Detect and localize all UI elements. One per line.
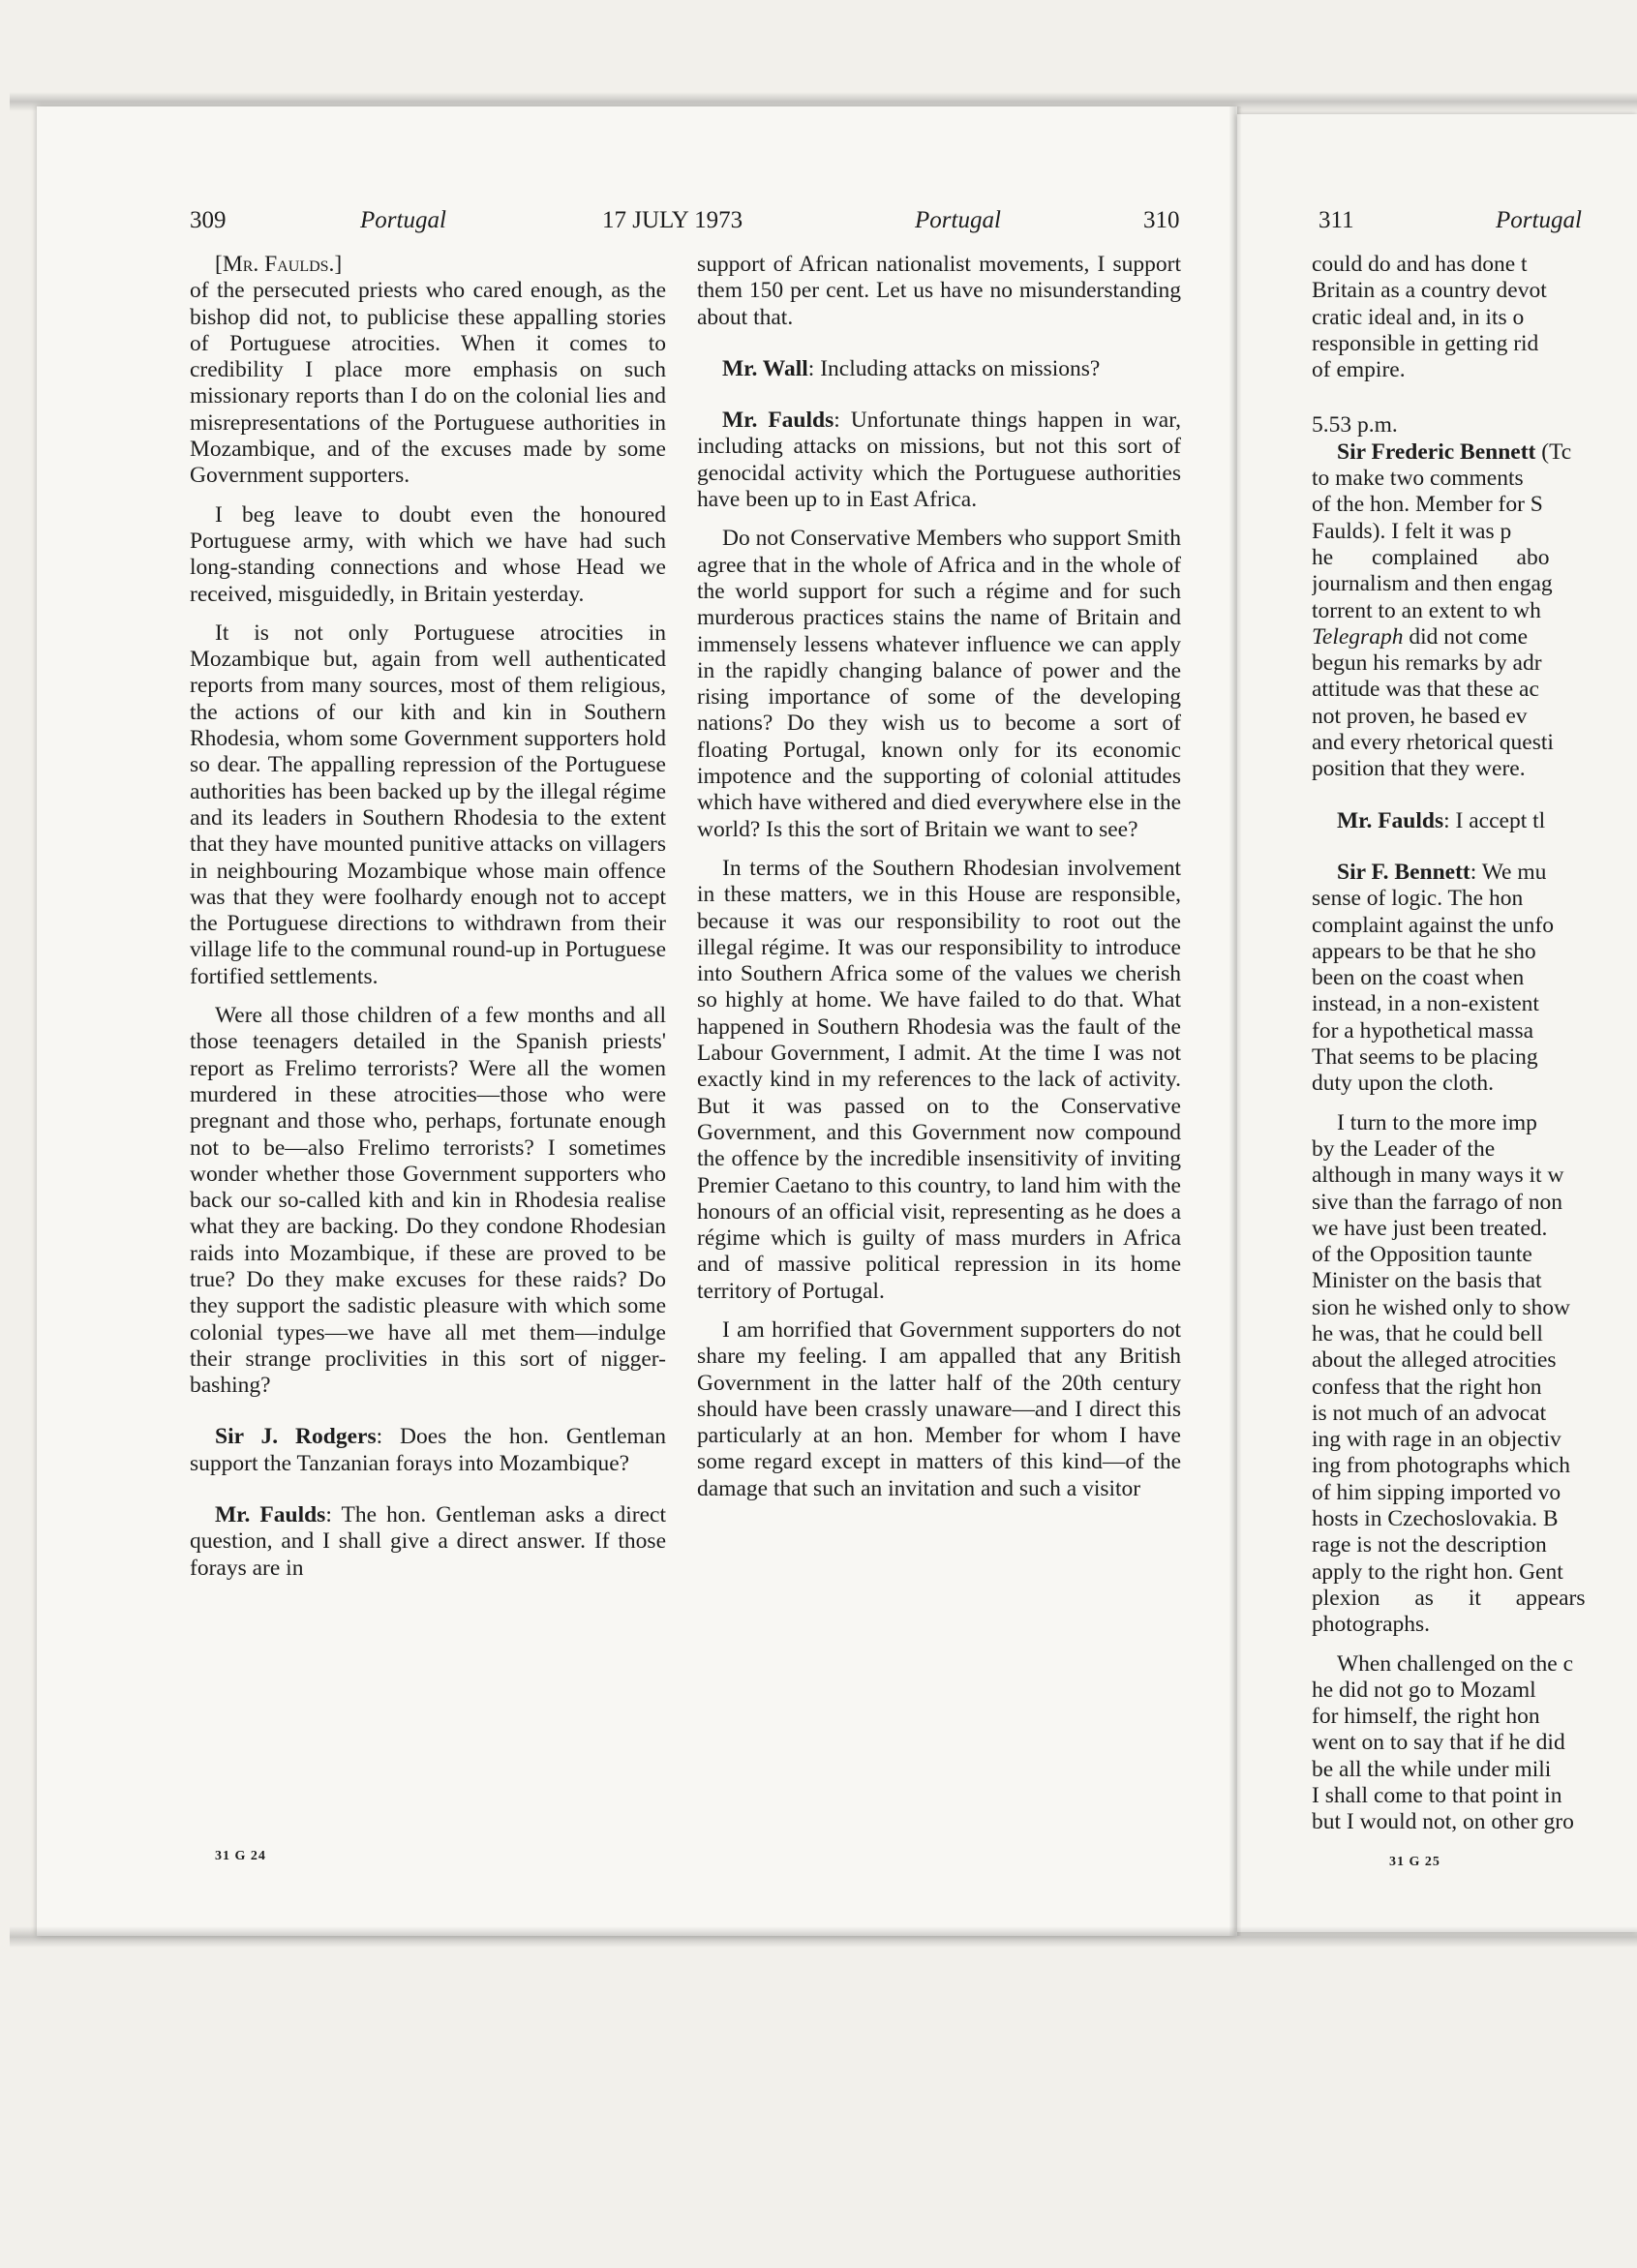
text-line: That seems to be placing: [1312, 1044, 1538, 1071]
text-line: of the Opposition taunte: [1312, 1242, 1532, 1268]
text-line: about the alleged atrocities: [1312, 1347, 1557, 1374]
text-line: I turn to the more imp: [1337, 1109, 1537, 1135]
text-line: position that they were.: [1312, 756, 1526, 782]
text-line: he was, that he could bell: [1312, 1320, 1543, 1346]
speaker-name: Sir F. Bennett: [1337, 859, 1470, 885]
text-line: photographs.: [1312, 1612, 1431, 1638]
text-line: for a hypothetical massa: [1312, 1017, 1534, 1043]
text-line: attitude was that these ac: [1312, 677, 1539, 703]
speech-text: : Unfortunate things happen in war, including attacks on missions, but not this sort of genocidal activity which the Portuguese authorities have been up to in East Africa.: [697, 408, 1181, 513]
text-line: sion he wished only to show: [1312, 1294, 1570, 1320]
column-311: [1312, 252, 1637, 1836]
newspaper-name: Telegraph: [1312, 623, 1404, 650]
text-line: complaint against the unfo: [1312, 912, 1554, 938]
text-line: sive than the farrago of non: [1312, 1189, 1563, 1215]
text-line: responsible in getting rid: [1312, 330, 1539, 356]
text-fragment: : We mu: [1470, 859, 1547, 885]
text-line: instead, in a non-existent: [1312, 991, 1539, 1017]
text-line: he complained abo: [1312, 544, 1550, 570]
speaker-continuation: [Mr. Faulds.]: [215, 252, 343, 277]
text-line: ing with rage in an objectiv: [1312, 1427, 1561, 1453]
text-line: although in many ways it w: [1312, 1163, 1564, 1189]
text-fragment: did not come: [1403, 623, 1529, 650]
text-line: Minister on the basis that: [1312, 1268, 1542, 1294]
text-line: is not much of an advocat: [1312, 1400, 1547, 1426]
page-number-310: 310: [1143, 207, 1180, 233]
speech-bennett: [1312, 860, 1637, 886]
speech-bennett: [1312, 439, 1637, 466]
text-line: confess that the right hon: [1312, 1374, 1542, 1400]
speech-faulds: [1312, 808, 1637, 834]
speech-rodgers: [190, 1424, 666, 1477]
paragraph: It is not only Portuguese atrocities in Mozambique but, again from well authenticated reports from many sources, most of them religious, the actions of our kith and kin in Southern Rhodesia, whom some Government supporters hold so dear. The appalling repression of the Portuguese authorities has been backed up by the illegal régime and its leaders in Southern Rhodesia to the extent that they have mounted punitive attacks on villagers in neighbouring Mozambique whose main offence was that they were foolhardy enough not to accept the Portuguese directions to withdrawn from their village life to the communal round-up in Portuguese fortified settlements.: [190, 620, 666, 989]
page-number-311: 311: [1319, 207, 1354, 233]
section-title-left: Portugal: [360, 207, 446, 233]
text-line: be all the while under mili: [1312, 1756, 1552, 1782]
printer-signature: 31 G 25: [1389, 1855, 1440, 1869]
text-line: but I would not, on other gro: [1312, 1809, 1574, 1835]
text-line: I shall come to that point in: [1312, 1783, 1562, 1809]
text-line: of him sipping imported vo: [1312, 1479, 1561, 1505]
paragraph: Were all those children of a few months and all those teenagers detailed in the Spanish priests' report as Frelimo terrorists? Were all the women murdered in these atrocities—those who were pregnant and those who, perhaps, fortunate enough not to be—also Frelimo terrorists? I sometimes wonder whether those Government supporters who back our so-called kith and kin in Rhodesia realise what they are backing. Do they condone Rhodesian raids into Mozambique, if these are proved to be true? Do they make excuses for these raids? Do they support the sadistic pleasure with which some colonial types—we have all met them—indulge their strange proclivities in this sort of nigger-bashing?: [190, 1003, 666, 1399]
speech-faulds: [190, 1502, 666, 1582]
speaker-name: Sir Frederic Bennett: [1337, 438, 1536, 465]
text-line: torrent to an extent to wh: [1312, 597, 1541, 623]
speaker-name: Mr. Faulds: [215, 1502, 326, 1528]
text-line: been on the coast when: [1312, 965, 1525, 991]
speaker-name: Mr. Faulds: [1337, 807, 1444, 833]
text-line: When challenged on the c: [1337, 1650, 1574, 1677]
text-line: of the hon. Member for S: [1312, 492, 1543, 518]
text-line: for himself, the right hon: [1312, 1704, 1540, 1730]
speech-text: : The hon. Gentleman asks a direct question, and I shall give a direct answer. If those forays are in: [190, 1502, 667, 1581]
column-310: [697, 252, 1181, 1515]
speaker-name: Mr. Faulds: [722, 408, 834, 434]
text-line: Faulds). I felt it was p: [1312, 518, 1512, 544]
text-line: [1312, 624, 1637, 650]
text-line: plexion as it appears: [1312, 1585, 1586, 1611]
page-bottom-edge-shadow: [10, 1926, 1637, 1948]
text-line: he did not go to Mozaml: [1312, 1677, 1536, 1703]
text-line: begun his remarks by adr: [1312, 650, 1542, 677]
paragraph: I am horrified that Government supporters do not share my feeling. I am appalled that any British Government in the latter half of the 20th century should have been crassly unaware—and I direct this particularly at an hon. Member for whom I have some regard except in matters of this kind—of the damage that such an invitation and such a visitor: [697, 1316, 1181, 1501]
text-line: not proven, he based ev: [1312, 703, 1528, 729]
text-line: went on to say that if he did: [1312, 1730, 1565, 1756]
text-line: (Tc: [1535, 438, 1572, 465]
printer-signature: 31 G 24: [215, 1849, 266, 1863]
timestamp: 5.53 p.m.: [1312, 412, 1398, 438]
speaker-name: Sir J. Rodgers: [215, 1424, 377, 1450]
text-line: of empire.: [1312, 357, 1406, 383]
text-line: sense of logic. The hon: [1312, 886, 1524, 912]
text-line: apply to the right hon. Gent: [1312, 1558, 1563, 1585]
text-line: duty upon the cloth.: [1312, 1071, 1494, 1097]
text-line: hosts in Czechoslovakia. B: [1312, 1506, 1559, 1532]
speech-text: : Including attacks on missions?: [807, 355, 1101, 381]
speech-text: : Does the hon. Gentleman support the Tanzanian forays into Mozambique?: [190, 1424, 667, 1476]
text-line: could do and has done t: [1312, 252, 1528, 277]
text-line: to make two comments: [1312, 466, 1524, 492]
page-number-309: 309: [190, 207, 227, 233]
text-line: rage is not the description: [1312, 1532, 1547, 1558]
section-title-right: Portugal: [1496, 207, 1582, 233]
paragraph: I beg leave to doubt even the honoured Portuguese army, with which we have had such long-standing connections and whose Head we received, misguidedly, in Britain yesterday.: [190, 501, 666, 607]
paragraph: Do not Conservative Members who support Smith agree that in the whole of Africa and in the whole of the world support for such a régime and for such murderous practices stains the name of Britain and immensely lessens whatever influence we can apply in the rapidly changing balance of power and the rising importance of some of the developing nations? Do they wish us to become a sort of floating Portugal, known only for its economic impotence and the supporting of colonial attitudes which have withered and died everywhere else in the world? Is this the sort of Britain we want to see?: [697, 526, 1181, 842]
text-line: ing from photographs which: [1312, 1453, 1570, 1479]
page-fold: [1229, 106, 1241, 1936]
speaker-name: Mr. Wall: [722, 355, 808, 381]
paragraph: support of African nationalist movements, I support them 150 per cent. Let us have no misunderstanding about that.: [697, 252, 1181, 330]
speech-wall: [697, 356, 1181, 382]
section-title-mid: Portugal: [915, 207, 1001, 233]
text-line: journalism and then engag: [1312, 571, 1553, 597]
paragraph: In terms of the Southern Rhodesian involvement in these matters, we in this House are responsible, because it was our responsibility to root out the illegal régime. It was our responsibility to introduce into Southern Africa some of the values we cherish so highly at home. We have failed to do that. What happened in Southern Rhodesia was the fault of the Labour Government, I admit. At the time I was not exactly kind in my references to the lack of activity. But it was passed on to the Conservative Government, and this Government now compound the offence by the incredible insensitivity of inviting Premier Caetano to this country, to land him with the honours of an official visit, representing as he does a régime which is guilty of mass murders in Africa and of massive political repression in its home territory of Portugal.: [697, 855, 1181, 1304]
text-line: cratic ideal and, in its o: [1312, 304, 1525, 330]
page-date: 17 JULY 1973: [602, 207, 743, 233]
paragraph: of the persecuted priests who cared enough, as the bishop did not, to publicise these appalling stories of Portuguese atrocities. When it comes to credibility I place more emphasis on such missionary reports than I do on the colonial lies and misrepresentations of the Portuguese authorities in Mozambique, and of the excuses made by some Government supporters.: [190, 278, 666, 489]
text-line: appears to be that he sho: [1312, 938, 1536, 964]
text-line: by the Leader of the: [1312, 1135, 1496, 1162]
text-fragment: : I accept tl: [1443, 807, 1546, 833]
text-line: and every rhetorical questi: [1312, 730, 1554, 756]
speech-faulds: [697, 408, 1181, 513]
text-line: Britain as a country devot: [1312, 278, 1547, 304]
text-line: we have just been treated.: [1312, 1215, 1548, 1241]
column-309: [190, 252, 666, 1594]
